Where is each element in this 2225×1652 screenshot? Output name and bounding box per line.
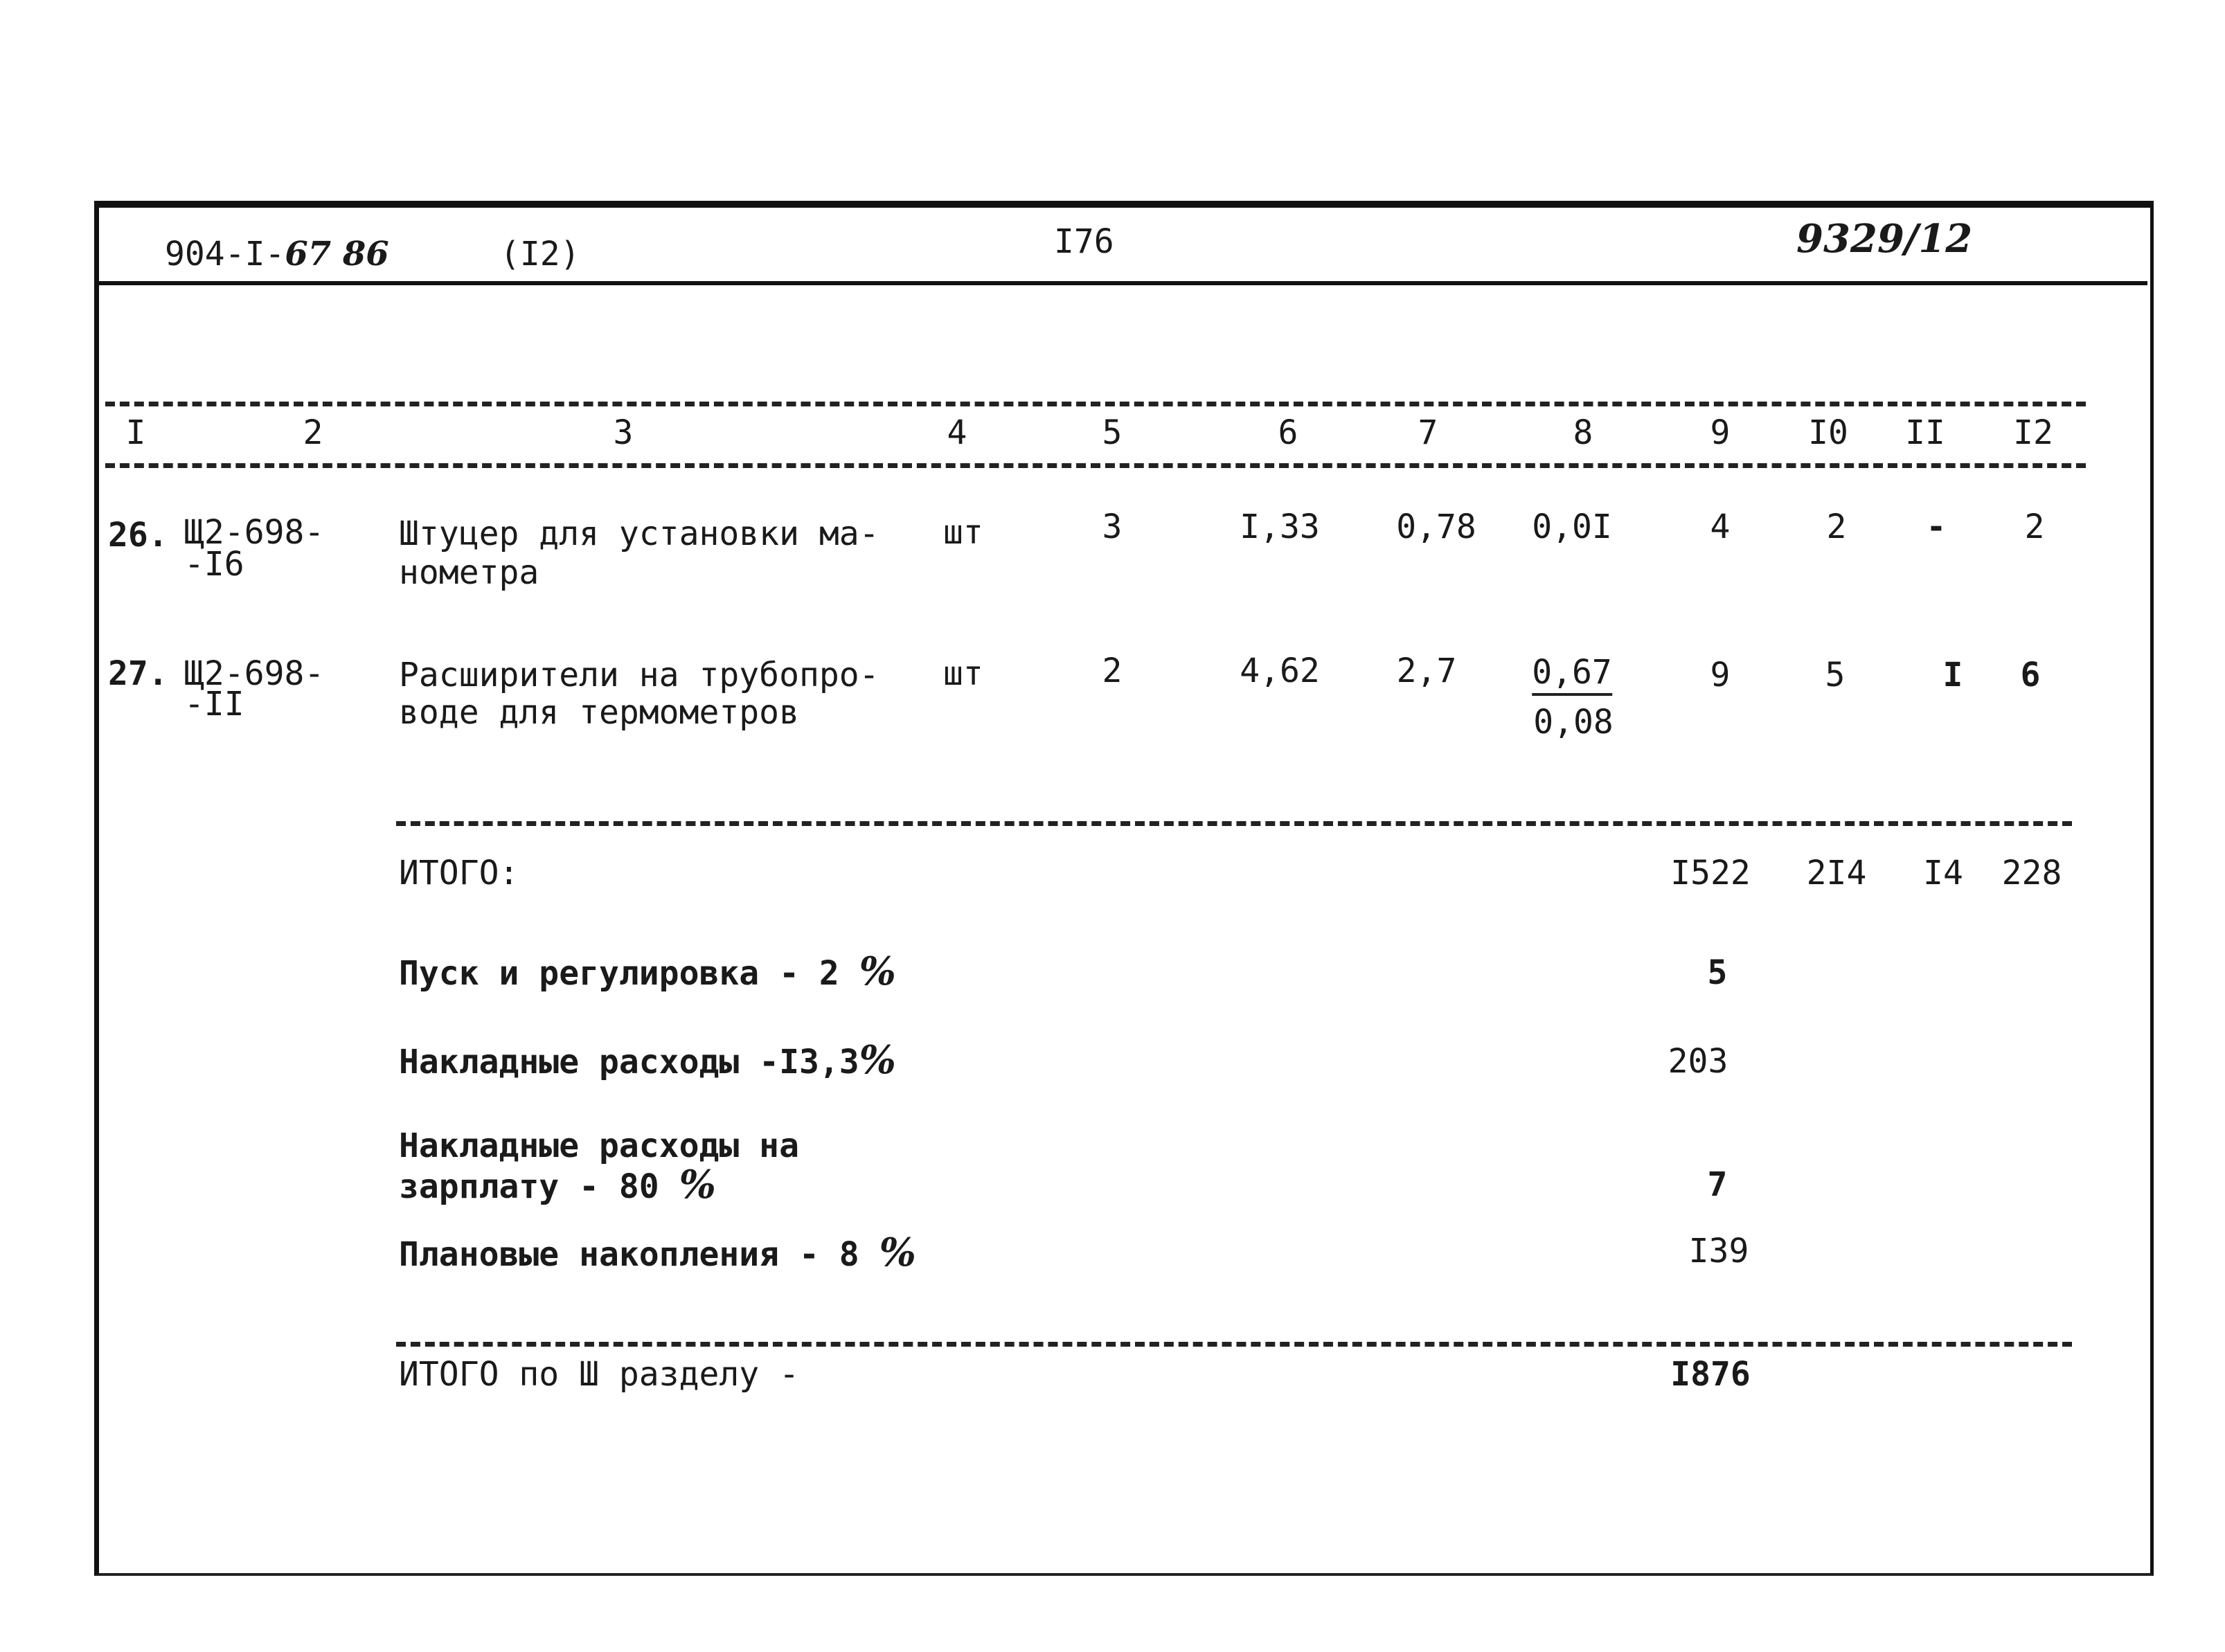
row-code-line1: Щ2-698- — [184, 654, 325, 693]
column-header: I — [125, 413, 146, 452]
nakl-value: 203 — [1668, 1042, 1728, 1081]
row-code-line2: -I6 — [184, 545, 244, 584]
inventory-number: 9329/12 — [1796, 216, 1973, 262]
row-name-line1: Штуцер для установки ма- — [399, 514, 879, 553]
percent-sign: % — [679, 1162, 716, 1207]
row-code-line2: -II — [184, 685, 244, 724]
row-col11: - — [1926, 508, 1947, 546]
row-code-line1: Щ2-698- — [184, 513, 325, 552]
page-number: I76 — [1054, 222, 1114, 261]
nakl-line — [399, 1037, 896, 1083]
pusk-line — [399, 949, 896, 994]
nakl-zp-label: зарплату - 80 — [399, 1167, 659, 1206]
plan-value: I39 — [1688, 1232, 1749, 1271]
row-number: 26. — [108, 516, 168, 555]
row-col7: 2,7 — [1396, 652, 1457, 690]
itogo-label: ИТОГО: — [399, 854, 519, 892]
header-divider — [99, 281, 2147, 285]
nakl-zp-line2 — [399, 1162, 716, 1207]
itogo-col11: I4 — [1923, 854, 1963, 892]
part-number: (I2) — [500, 235, 580, 273]
row-name-line1: Расширители на трубопро- — [399, 656, 879, 694]
column-header: 6 — [1278, 413, 1298, 452]
row-col8-lower: 0,08 — [1533, 703, 1614, 742]
column-header: I2 — [2013, 413, 2053, 452]
column-header-bottom-rule — [105, 463, 2086, 468]
plan-line — [399, 1230, 916, 1275]
column-header: II — [1905, 413, 1945, 452]
column-header-top-rule — [105, 402, 2086, 406]
nakl-zp-value: 7 — [1707, 1165, 1728, 1204]
row-col6: 4,62 — [1240, 652, 1320, 690]
percent-sign: % — [879, 1230, 916, 1275]
section-total-label: ИТОГО по Ш разделу - — [399, 1355, 799, 1394]
column-header: 7 — [1418, 413, 1438, 452]
row-col10: 2 — [1826, 508, 1847, 546]
row-unit: шт — [943, 654, 983, 693]
nakl-zp-line1: Накладные расходы на — [399, 1126, 799, 1165]
row-col6: I,33 — [1240, 508, 1320, 546]
row-col9: 4 — [1710, 508, 1731, 546]
row-quantity: 3 — [1102, 508, 1123, 546]
row-col12: 2 — [2024, 508, 2045, 546]
row-col8-upper: 0,67 — [1532, 653, 1612, 696]
row-col12: 6 — [2020, 656, 2041, 694]
totals-rule — [396, 821, 2072, 826]
doc-code-handwritten: 67 86 — [285, 235, 389, 273]
itogo-col10: 2I4 — [1806, 854, 1867, 892]
row-col9: 9 — [1710, 656, 1731, 694]
nakl-label: Накладные расходы -I3,3 — [399, 1043, 859, 1081]
percent-sign: % — [859, 949, 896, 994]
column-header: 3 — [613, 413, 634, 452]
row-number: 27. — [108, 654, 168, 693]
column-header: 8 — [1573, 413, 1593, 452]
section-total-rule — [396, 1342, 2072, 1347]
row-name-line2: воде для термометров — [399, 693, 799, 732]
itogo-col9: I522 — [1670, 854, 1751, 892]
column-header: 2 — [303, 413, 323, 452]
doc-code-printed: 904-I- — [165, 235, 285, 273]
row-name-line2: нометра — [399, 553, 539, 592]
row-col10: 5 — [1825, 656, 1846, 694]
column-header: 5 — [1102, 413, 1123, 452]
section-total-value: I876 — [1670, 1355, 1751, 1394]
column-header: 4 — [947, 413, 967, 452]
plan-label: Плановые накопления - 8 — [399, 1235, 859, 1274]
row-quantity: 2 — [1102, 652, 1123, 690]
row-col8 — [1532, 654, 1612, 691]
column-header: I0 — [1808, 413, 1848, 452]
pusk-label: Пуск и регулировка - 2 — [399, 954, 839, 993]
row-col7: 0,78 — [1396, 508, 1476, 546]
column-header: 9 — [1710, 413, 1731, 452]
doc-code — [165, 235, 389, 273]
row-unit: шт — [943, 513, 983, 552]
percent-sign: % — [859, 1037, 896, 1083]
itogo-col12: 228 — [2001, 854, 2062, 892]
row-col8: 0,0I — [1532, 508, 1612, 546]
row-col11: I — [1942, 656, 1963, 694]
pusk-value: 5 — [1707, 953, 1728, 992]
